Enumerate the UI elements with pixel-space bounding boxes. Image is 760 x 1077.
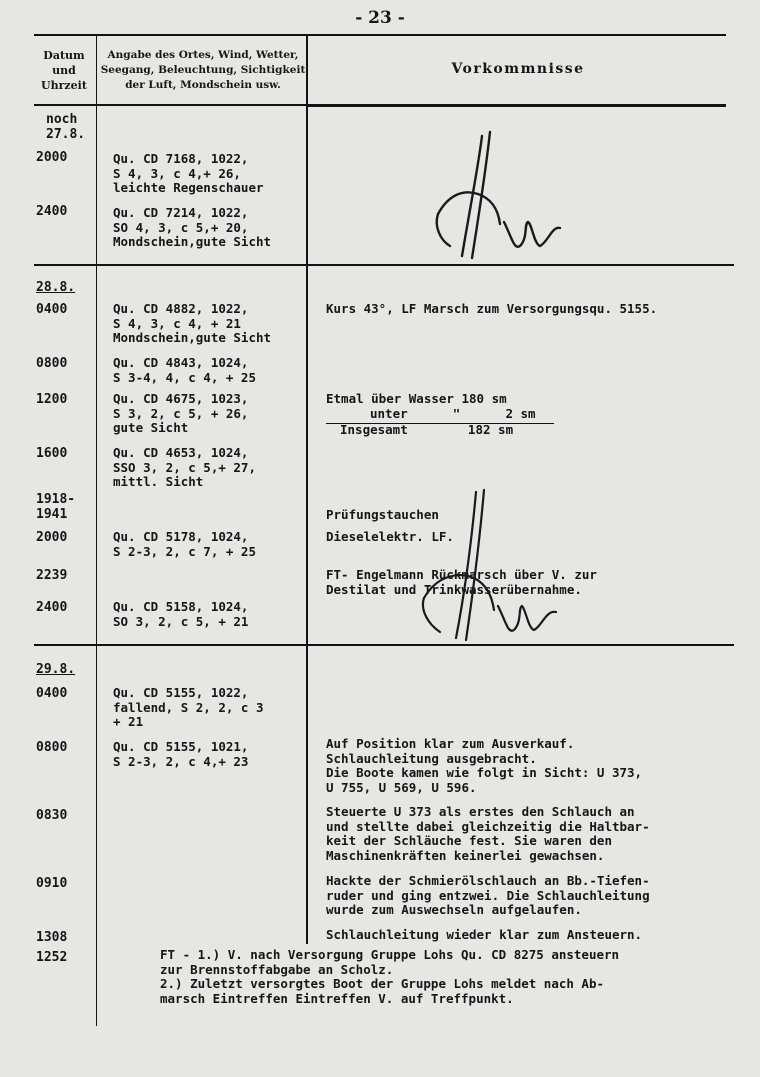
event-entry: FT- Engelmann Rückmarsch über V. zur Destilat und Trinkwasserübernahme. [326, 567, 597, 597]
event-entry: FT - 1.) V. nach Versorgung Gruppe Lohs Qu. CD 8275 ansteuern zur Brennstoffabgabe an Scholz. 2.) Zuletzt versorgtes Boot der Gruppe Lohs meldet nach Ab- marsch Eintreffen Eintreffen V. auf Treffpunkt. [160, 947, 620, 1006]
location-entry: Qu. CD 7214, 1022, SO 4, 3, c 5,+ 20, Mondschein,gute Sicht [113, 205, 272, 249]
block1-separator [34, 264, 734, 266]
signature-2 [410, 486, 570, 646]
event-entry: Hackte der Schmierölschlauch an Bb.-Tiefen- ruder und ging entzwei. Die Schlauchleitung wurde zum Auswechseln aufgelaufen. [326, 873, 650, 917]
block2-separator [34, 644, 734, 646]
signature-1 [420, 128, 580, 268]
header-date-column: Datum und Uhrzeit [41, 49, 87, 92]
location-entry: Qu. CD 7168, 1022, S 4, 3, c 4,+ 26, leichte Regenschauer [113, 151, 264, 195]
location-entry: Qu. CD 4882, 1022, S 4, 3, c 4, + 21 Mondschein,gute Sicht [113, 301, 272, 345]
time-entry: 1252 [36, 950, 68, 965]
etmal-line-1: Etmal über Wasser 180 sm [326, 391, 507, 406]
time-entry: 2239 [36, 568, 68, 583]
time-entry: 0910 [36, 876, 68, 891]
time-entry: 0400 [36, 302, 68, 317]
time-entry: 1600 [36, 446, 68, 461]
events-header-underline [308, 106, 726, 107]
location-entry: Qu. CD 5155, 1022, fallend, S 2, 2, c 3 + 21 [113, 685, 264, 729]
event-entry: Schlauchleitung wieder klar zum Ansteuern. [326, 927, 643, 942]
location-entry: Qu. CD 4843, 1024, S 3-4, 4, c 4, + 25 [113, 355, 256, 385]
time-entry: 0800 [36, 740, 68, 755]
location-entry: Qu. CD 5155, 1021, S 2-3, 2, c 4,+ 23 [113, 739, 249, 769]
event-entry: Dieselelektr. LF. [326, 529, 454, 544]
time-entry: 2400 [36, 600, 68, 615]
top-rule [34, 34, 726, 36]
location-entry: Qu. CD 4653, 1024, SSO 3, 2, c 5,+ 27, mittl. Sicht [113, 445, 256, 489]
location-entry: Qu. CD 5178, 1024, S 2-3, 2, c 7, + 25 [113, 529, 256, 559]
etmal-line-2: unter " 2 sm [370, 406, 536, 421]
time-entry: 0800 [36, 356, 68, 371]
time-entry: 1308 [36, 930, 68, 945]
time-entry: 0830 [36, 808, 68, 823]
header-location-column: Angabe des Ortes, Wind, Wetter, Seegang, Beleuchtung, Sichtigkeit der Luft, Mondschein usw. [100, 49, 306, 91]
block1-date: noch 27.8. [46, 112, 86, 142]
header-events-column: Vorkommnisse [451, 61, 585, 77]
page-number: - 23 - [355, 8, 405, 28]
time-entry: 1918- 1941 [36, 492, 76, 522]
left-column-line [96, 36, 97, 1026]
middle-column-line [306, 36, 308, 944]
block3-date: 29.8. [36, 662, 76, 677]
event-entry: Auf Position klar zum Ausverkauf. Schlauchleitung ausgebracht. Die Boote kamen wie folgt in Sicht: U 373, U 755, U 569, U 596. [326, 736, 643, 795]
block2-date: 28.8. [36, 280, 76, 295]
location-entry: Qu. CD 5158, 1024, SO 3, 2, c 5, + 21 [113, 599, 249, 629]
event-entry: Steuerte U 373 als erstes den Schlauch an und stellte dabei gleichzeitig die Haltbar- keit der Schläuche fest. Sie waren den Maschinenkräften keinerlei gewachsen. [326, 804, 650, 863]
location-entry: Qu. CD 4675, 1023, S 3, 2, c 5, + 26, gute Sicht [113, 391, 249, 435]
time-entry: 0400 [36, 686, 68, 701]
event-entry: Prüfungstauchen [326, 507, 439, 522]
time-entry: 2000 [36, 150, 68, 165]
etmal-line-3: Insgesamt 182 sm [340, 422, 514, 437]
time-entry: 2400 [36, 204, 68, 219]
event-entry: Kurs 43°, LF Marsch zum Versorgungsqu. 5155. [326, 301, 658, 316]
time-entry: 2000 [36, 530, 68, 545]
time-entry: 1200 [36, 392, 68, 407]
